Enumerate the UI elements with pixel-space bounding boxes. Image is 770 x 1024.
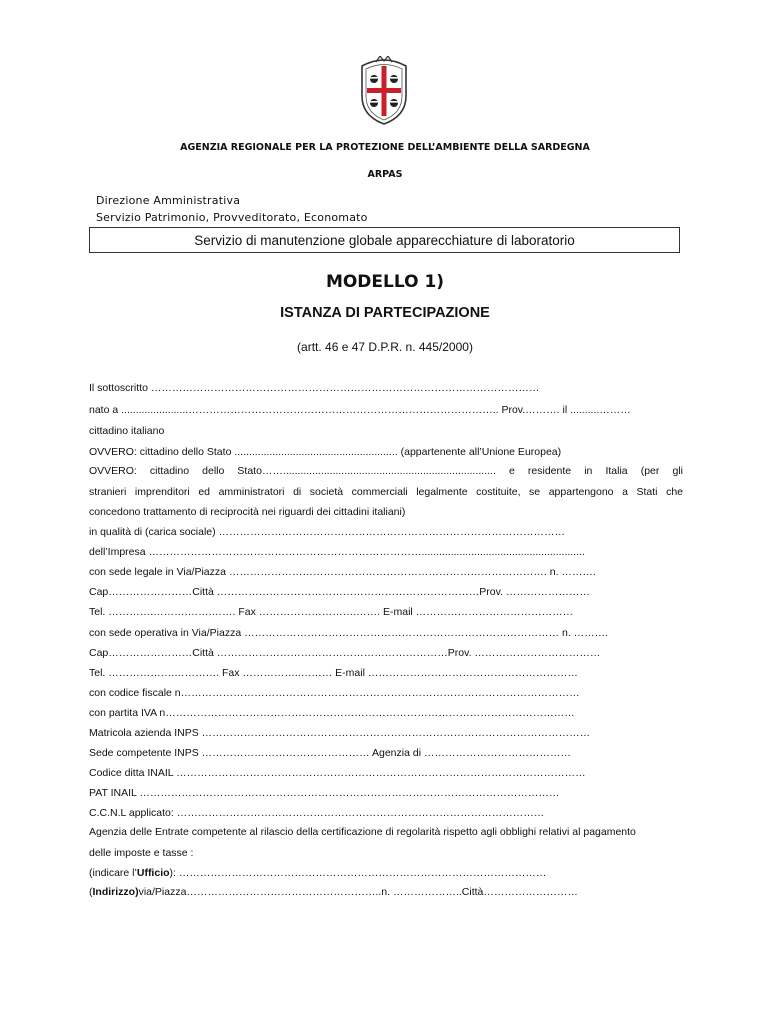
- form-line-codice-inail: Codice ditta INAIL ………………………………………………………………………………………………………: [89, 767, 586, 779]
- form-line-impresa: dell’Impresa ……………………………………………………………………........................................................: [89, 546, 585, 558]
- form-line-sede-inps: Sede competente INPS ………………………………………… Agenzia di ……………………………………: [89, 747, 571, 759]
- form-line-cap-operativa: Cap……………………Città …………………………………………………………Prov. ………………………………: [89, 647, 601, 659]
- form-line-stranieri: stranieri imprenditori ed amministratori di società commerciali legalmente costituite, se appartengono a Stati che: [89, 486, 683, 498]
- ufficio-suffix: ): ……………………………………………………………………………………………: [169, 867, 547, 879]
- form-line-agenzia-entrate: Agenzia delle Entrate competente al rilascio della certificazione di regolarità rispetto agli obblighi relativi al pagamento: [89, 826, 636, 838]
- istanza-heading: ISTANZA DI PARTECIPAZIONE: [280, 305, 490, 321]
- form-line-indirizzo: [89, 886, 683, 898]
- form-line-ovvero-ue: OVVERO: cittadino dello Stato ........................................................ (appartenente all’Unione Europea): [89, 446, 562, 458]
- form-line-codice-fiscale: con codice fiscale n……………………………………………………………………………………………………: [89, 687, 580, 699]
- form-line-partita-iva: con partita IVA n………………………………………………………………………………………………………: [89, 707, 575, 719]
- indirizzo-prefix: (: [89, 886, 93, 898]
- sardinia-coat-of-arms-logo: [356, 56, 412, 126]
- form-line-carica: in qualità di (carica sociale) ………………………………………………………………………………………: [89, 526, 566, 538]
- form-line-sottoscritto: Il sottoscritto …………………………………………………………………………………………………: [89, 382, 540, 394]
- service-name: Servizio Patrimonio, Provveditorato, Economato: [96, 211, 368, 224]
- form-line-cap-legale: Cap……………………Città …………………………………………………………………Prov. ……………………: [89, 586, 590, 598]
- form-line-tel-legale: Tel. ………….……….…….……. Fax ……………………….……. E-mail ………………………………………: [89, 606, 574, 618]
- ufficio-bold: Ufficio: [136, 867, 170, 879]
- form-line-cittadino: cittadino italiano: [89, 425, 165, 437]
- form-line-ovvero-extra: OVVERO: cittadino dello Stato……......................................................................... e residente in Italia (per gli: [89, 465, 683, 477]
- form-line-pat-inail: PAT INAIL …………………………………………………………………………………………………………: [89, 787, 560, 799]
- ufficio-prefix: (indicare l’: [89, 867, 137, 879]
- modello-heading: MODELLO 1): [325, 272, 445, 292]
- indirizzo-suffix: via/Piazza………………………………………………..n. ………………..Città………………………: [138, 886, 578, 898]
- form-line-matricola-inps: Matricola azienda INPS …………………………………………………………………………………………………: [89, 727, 591, 739]
- indirizzo-bold: Indirizzo): [92, 886, 139, 898]
- agency-name: AGENZIA REGIONALE PER LA PROTEZIONE DELL’AMBIENTE DELLA SARDEGNA: [180, 142, 590, 153]
- form-line-sede-operativa: con sede operativa in Via/Piazza ……………………………………………………………………………… n. ……….: [89, 627, 609, 639]
- tender-title-box: Servizio di manutenzione globale apparecchiature di laboratorio: [89, 227, 680, 253]
- form-line-reciprocita: concedono trattamento di reciprocità nei riguardi dei cittadini italiani): [89, 506, 406, 518]
- form-line-imposte: delle imposte e tasse :: [89, 847, 194, 859]
- form-line-ccnl: C.C.N.L applicato: ……………………………………………………………………………………………: [89, 807, 545, 819]
- form-line-sede-legale: con sede legale in Via/Piazza ………………………………………………………………………………. n. ……….: [89, 566, 596, 578]
- agency-acronym: ARPAS: [367, 169, 403, 180]
- direction-name: Direzione Amministrativa: [96, 194, 241, 207]
- form-line-ufficio: [89, 867, 683, 879]
- form-line-nato: nato a .......................…………………………………………………………………………….. Prov.………. il ..........………: [89, 404, 631, 416]
- legal-reference: (artt. 46 e 47 D.P.R. n. 445/2000): [297, 340, 473, 354]
- form-line-tel-operativa: Tel. ……………….…………. Fax ……………..……… E-mail ……………………………………………………: [89, 667, 578, 679]
